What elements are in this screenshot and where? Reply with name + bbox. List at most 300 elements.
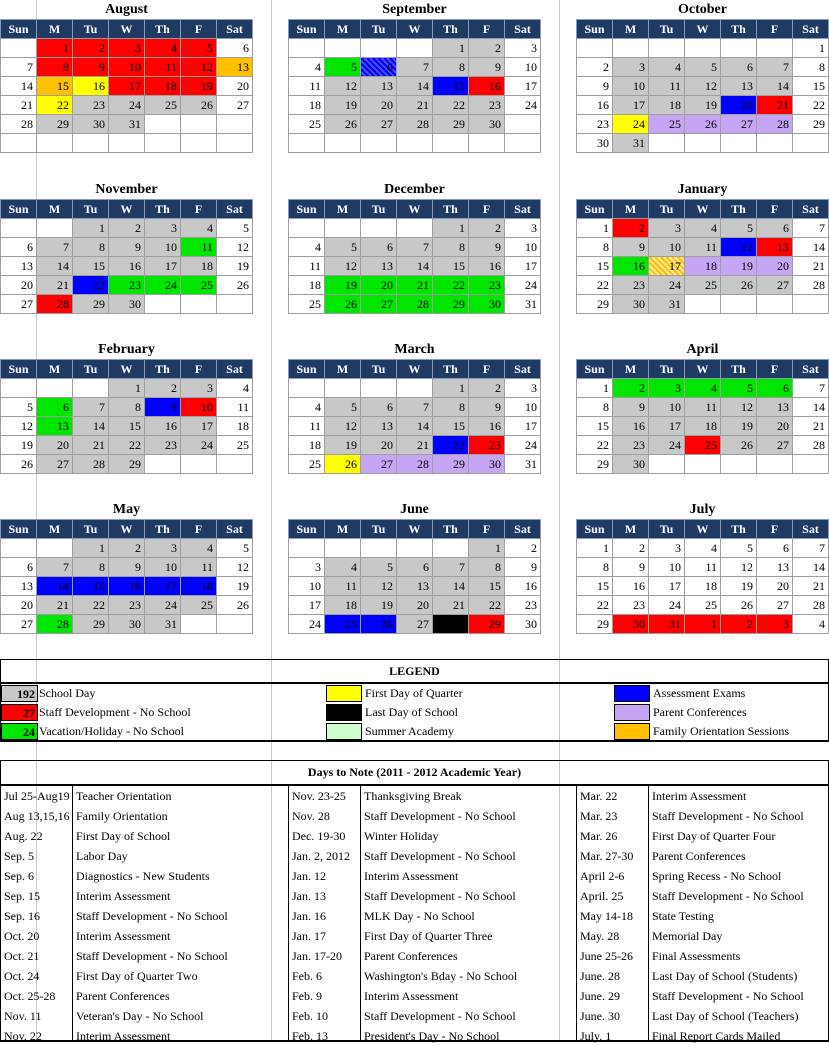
weekday-header: M [613,200,649,219]
day-cell: 25 [685,436,721,455]
day-cell: 18 [145,77,181,96]
day-cell: 28 [397,295,433,314]
day-cell: 8 [109,398,145,417]
day-cell: 4 [181,539,217,558]
day-cell: 12 [685,77,721,96]
day-cell: 12 [721,398,757,417]
day-cell: 5 [721,219,757,238]
day-cell: 9 [73,58,109,77]
day-cell: 3 [109,39,145,58]
day-cell [181,134,217,153]
day-cell: 27 [361,295,397,314]
day-cell: 20 [1,276,37,295]
day-cell: 14 [757,77,793,96]
day-cell: 28 [793,276,829,295]
month-december [288,180,541,314]
legend-swatch [614,685,650,702]
day-cell: 9 [505,558,541,577]
note-date: May. 28 [580,929,620,943]
day-cell [397,219,433,238]
day-cell: 15 [469,577,505,596]
day-cell: 8 [577,398,613,417]
day-cell: 31 [505,295,541,314]
weekday-header: F [757,20,793,39]
weekday-header: Tu [361,200,397,219]
day-cell: 17 [505,257,541,276]
note-event: Memorial Day [652,929,723,943]
note-date: April. 25 [580,889,624,903]
note-event: Final Assessments [652,949,741,963]
day-cell: 21 [793,257,829,276]
day-cell: 26 [325,295,361,314]
day-cell: 28 [37,295,73,314]
note-date: Oct. 24 [4,969,40,983]
day-cell: 25 [181,596,217,615]
day-cell: 5 [325,238,361,257]
weekday-header: Th [721,20,757,39]
legend-label: Summer Academy [365,724,454,738]
day-cell: 11 [181,558,217,577]
day-cell: 8 [577,558,613,577]
day-cell: 17 [145,577,181,596]
day-cell: 8 [37,58,73,77]
weekday-header: M [613,520,649,539]
day-cell: 6 [1,238,37,257]
note-event: President's Day - No School [364,1029,500,1043]
day-cell: 1 [433,219,469,238]
day-cell: 22 [433,96,469,115]
day-cell: 9 [613,398,649,417]
day-cell [649,134,685,153]
day-cell: 2 [613,379,649,398]
day-cell: 26 [325,115,361,134]
weekday-header: M [37,360,73,379]
weekday-header: F [181,200,217,219]
day-cell: 21 [73,436,109,455]
note-event: Teacher Orientation [76,789,172,803]
day-cell: 16 [577,96,613,115]
day-cell: 23 [73,96,109,115]
day-cell: 26 [1,455,37,474]
day-cell: 13 [1,577,37,596]
day-cell: 26 [217,596,253,615]
month-title: February [98,342,155,357]
month-june [288,500,541,634]
day-cell [325,134,361,153]
day-cell: 30 [577,134,613,153]
day-cell: 15 [793,77,829,96]
day-cell: 10 [505,238,541,257]
day-cell: 20 [721,96,757,115]
day-cell: 17 [649,257,685,276]
day-cell: 3 [613,58,649,77]
weekday-header: F [469,520,505,539]
day-cell: 21 [1,96,37,115]
weekday-header: Th [145,200,181,219]
day-cell: 1 [433,39,469,58]
day-cell [397,539,433,558]
day-cell: 26 [721,596,757,615]
day-cell: 19 [217,257,253,276]
day-cell: 2 [469,379,505,398]
day-cell: 11 [685,558,721,577]
day-cell: 25 [325,615,361,634]
day-cell: 12 [181,58,217,77]
day-cell: 5 [325,398,361,417]
note-date: Nov. 28 [292,809,330,823]
day-cell: 22 [73,596,109,615]
note-event: First Day of Quarter Four [652,829,776,843]
day-cell: 30 [613,295,649,314]
note-event: Staff Development - No School [364,849,516,863]
day-cell: 16 [73,77,109,96]
month-title: March [394,342,435,357]
day-cell: 14 [397,257,433,276]
day-cell: 24 [505,436,541,455]
day-cell: 25 [289,455,325,474]
day-cell: 10 [289,577,325,596]
day-cell [73,134,109,153]
day-cell: 24 [505,276,541,295]
weekday-header: Th [721,200,757,219]
day-cell: 5 [181,39,217,58]
day-cell [721,455,757,474]
note-row [1,1006,828,1026]
legend-label: Parent Conferences [653,705,747,719]
weekday-header: Sun [289,20,325,39]
day-cell: 12 [217,238,253,257]
legend-item [289,703,569,722]
legend-label: First Day of Quarter [365,686,463,700]
note-row [1,866,828,886]
legend-label: Assessment Exams [653,686,746,700]
day-cell: 7 [1,58,37,77]
day-cell: 25 [217,436,253,455]
day-cell: 20 [361,96,397,115]
day-cell: 30 [109,615,145,634]
day-cell: 30 [469,115,505,134]
day-cell [289,134,325,153]
weekday-header: Sun [577,520,613,539]
note-date: Sep. 5 [4,849,34,863]
day-cell: 2 [73,39,109,58]
day-cell: 2 [613,539,649,558]
day-cell: 21 [37,596,73,615]
day-cell: 27 [361,115,397,134]
day-cell [1,379,37,398]
legend-item [1,722,281,741]
day-cell: 2 [145,379,181,398]
day-cell: 4 [289,398,325,417]
day-cell: 22 [469,596,505,615]
note-row [1,806,828,826]
day-cell: 7 [73,398,109,417]
day-cell: 7 [397,58,433,77]
day-cell: 7 [433,558,469,577]
day-cell: 17 [289,596,325,615]
day-cell [757,455,793,474]
day-cell: 29 [577,615,613,634]
day-cell: 21 [793,417,829,436]
day-cell: 11 [289,257,325,276]
day-cell: 10 [109,58,145,77]
day-cell: 16 [109,257,145,276]
note-event: Interim Assessment [76,1029,171,1043]
day-cell [289,539,325,558]
day-cell: 21 [397,436,433,455]
day-cell: 16 [469,77,505,96]
day-cell: 29 [793,115,829,134]
note-date: Sep. 16 [4,909,40,923]
note-date: Aug. 22 [4,829,43,843]
weekday-header: F [469,20,505,39]
day-cell: 2 [577,58,613,77]
note-date: Jan. 17-20 [292,949,342,963]
weekday-header: M [325,360,361,379]
day-cell [181,455,217,474]
day-cell [793,295,829,314]
day-cell: 28 [397,115,433,134]
weekday-header: Tu [361,520,397,539]
note-event: Interim Assessment [364,989,459,1003]
day-cell: 30 [469,295,505,314]
note-date: July. 1 [580,1029,612,1043]
day-cell: 15 [37,77,73,96]
day-cell: 2 [469,219,505,238]
note-date: Jan. 17 [292,929,326,943]
weekday-header: Th [145,520,181,539]
day-cell [469,134,505,153]
day-cell: 6 [397,558,433,577]
day-cell [37,379,73,398]
day-cell [685,39,721,58]
day-cell [1,219,37,238]
day-cell: 12 [1,417,37,436]
day-cell: 30 [505,615,541,634]
days-to-note [0,760,829,1042]
day-cell [145,134,181,153]
note-date: Nov. 22 [4,1029,42,1043]
legend-item [577,703,829,722]
weekday-header: Tu [73,20,109,39]
note-row [1,946,828,966]
day-cell: 19 [325,96,361,115]
month-july [576,500,829,634]
note-event: Staff Development - No School [652,989,804,1003]
day-cell: 16 [505,577,541,596]
weekday-header: M [325,200,361,219]
weekday-header: M [613,20,649,39]
day-cell: 27 [721,115,757,134]
day-cell: 1 [577,539,613,558]
month-title: July [689,502,716,517]
day-cell [181,295,217,314]
day-cell: 26 [181,96,217,115]
day-cell: 2 [469,39,505,58]
day-cell: 30 [73,115,109,134]
day-cell: 15 [433,77,469,96]
note-event: Interim Assessment [76,889,171,903]
day-cell: 14 [37,257,73,276]
note-date: Mar. 26 [580,829,618,843]
day-cell: 14 [793,558,829,577]
day-cell: 12 [721,238,757,257]
note-date: June 25-26 [580,949,633,963]
day-cell: 15 [577,417,613,436]
weekday-header: Th [145,360,181,379]
day-cell: 19 [325,276,361,295]
legend-swatch: 27 [1,704,38,721]
note-date: Nov. 11 [4,1009,42,1023]
weekday-header: Tu [649,360,685,379]
day-cell [289,379,325,398]
note-event: Staff Development - No School [652,889,804,903]
day-cell: 8 [433,238,469,257]
day-cell: 23 [469,96,505,115]
month-november [0,180,253,314]
day-cell: 23 [469,436,505,455]
day-cell: 7 [37,558,73,577]
note-date: Oct. 21 [4,949,40,963]
weekday-header: W [397,20,433,39]
weekday-header: W [109,360,145,379]
note-date: Feb. 9 [292,989,322,1003]
day-cell: 5 [685,58,721,77]
day-cell: 28 [397,455,433,474]
day-cell [37,134,73,153]
day-cell [109,134,145,153]
day-cell: 10 [181,398,217,417]
day-cell: 4 [289,58,325,77]
day-cell: 5 [721,539,757,558]
day-cell: 25 [289,295,325,314]
day-cell: 27 [217,96,253,115]
day-cell [145,455,181,474]
weekday-header: W [685,520,721,539]
day-cell [685,134,721,153]
weekday-header: W [397,520,433,539]
day-cell: 29 [577,295,613,314]
day-cell: 29 [469,615,505,634]
day-cell [433,134,469,153]
day-cell: 24 [649,596,685,615]
day-cell: 20 [397,596,433,615]
note-date: Nov. 23-25 [292,789,346,803]
day-cell: 14 [1,77,37,96]
weekday-header: Tu [73,360,109,379]
day-cell: 22 [577,276,613,295]
weekday-header: W [109,200,145,219]
weekday-header: W [397,360,433,379]
day-cell [37,219,73,238]
day-cell: 29 [577,455,613,474]
month-september [288,0,541,153]
day-cell: 9 [109,558,145,577]
day-cell: 23 [145,436,181,455]
day-cell: 19 [325,436,361,455]
weekday-header: Sat [793,20,829,39]
day-cell [721,134,757,153]
day-cell: 11 [289,417,325,436]
day-cell: 21 [757,96,793,115]
month-title: October [678,2,727,17]
day-cell: 7 [397,398,433,417]
day-cell: 17 [181,417,217,436]
day-cell: 7 [37,238,73,257]
day-cell: 6 [757,219,793,238]
note-date: Jul 25-Aug19 [4,789,70,803]
day-cell: 17 [145,257,181,276]
month-october [576,0,829,153]
weekday-header: M [325,20,361,39]
day-cell [1,134,37,153]
day-cell: 26 [721,436,757,455]
day-cell: 21 [397,96,433,115]
legend-label: School Day [39,686,96,700]
day-cell: 4 [325,558,361,577]
weekday-header: Sat [793,520,829,539]
weekday-header: M [37,520,73,539]
day-cell: 9 [613,238,649,257]
day-cell: 27 [37,455,73,474]
day-cell: 10 [145,558,181,577]
note-event: Parent Conferences [364,949,458,963]
note-event: Staff Development - No School [364,809,516,823]
day-cell: 13 [721,77,757,96]
legend-label: Last Day of School [365,705,458,719]
note-date: Aug 13,15,16 [4,809,70,823]
day-cell: 9 [469,398,505,417]
day-cell: 23 [505,596,541,615]
day-cell: 1 [433,379,469,398]
day-cell: 3 [145,219,181,238]
day-cell: 12 [325,257,361,276]
note-event: Final Report Cards Mailed [652,1029,781,1043]
day-cell: 9 [145,398,181,417]
weekday-header: Tu [361,20,397,39]
day-cell: 20 [361,276,397,295]
day-cell: 5 [721,379,757,398]
day-cell: 11 [181,238,217,257]
weekday-header: M [37,200,73,219]
month-august [0,0,253,153]
day-cell: 24 [289,615,325,634]
day-cell: 19 [685,96,721,115]
day-cell [217,615,253,634]
day-cell: 7 [793,379,829,398]
day-cell: 6 [757,539,793,558]
day-cell: 21 [793,577,829,596]
legend-item [1,703,281,722]
day-cell: 4 [289,238,325,257]
day-cell [361,379,397,398]
day-cell: 7 [757,58,793,77]
note-date: Sep. 6 [4,869,34,883]
day-cell: 10 [505,398,541,417]
day-cell: 17 [505,417,541,436]
day-cell: 31 [649,615,685,634]
day-cell: 1 [109,379,145,398]
day-cell: 4 [649,58,685,77]
note-event: Veteran's Day - No School [76,1009,204,1023]
note-event: Labor Day [76,849,128,863]
month-march [288,340,541,474]
day-cell: 2 [613,219,649,238]
day-cell [397,39,433,58]
day-cell: 20 [37,436,73,455]
weekday-header: Sun [1,360,37,379]
day-cell: 17 [649,417,685,436]
